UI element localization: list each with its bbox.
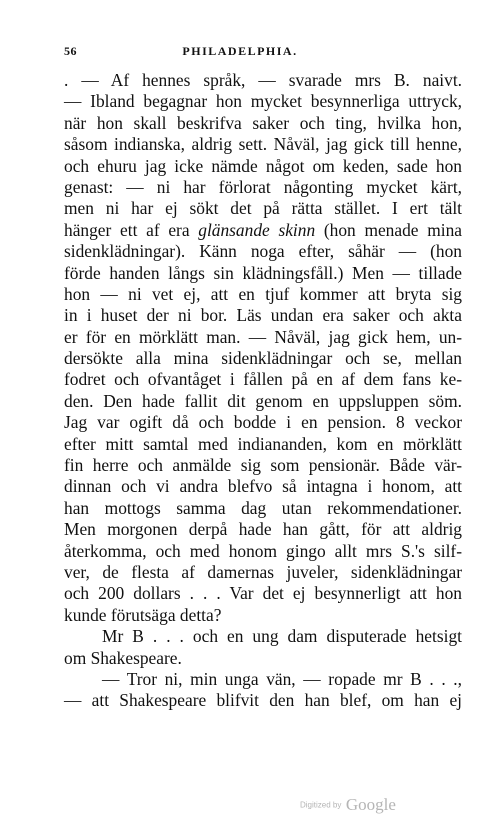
text-line: Jag var ogift då och bodde i en pension. 8 veckor	[64, 412, 462, 433]
text-line: ver, de flesta af damernas juveler, sidenklädningar	[64, 561, 462, 582]
text-line: efter mitt samtal med indiananden, kom en mörklätt	[64, 433, 462, 454]
page-number: 56	[64, 44, 77, 58]
text-line: sidenklädningar). Känn noga efter, såhär — (hon	[64, 241, 462, 262]
text-line: han mottogs samma dag utan rekommendationer.	[64, 497, 462, 518]
text-line: — Ibland begagnar hon mycket besynnerliga uttryck,	[64, 91, 462, 112]
text-line: såsom indianska, aldrig sett. Nåväl, jag gick till henne,	[64, 134, 462, 155]
text-line: — Tror ni, min unga vän, — ropade mr B . . .,	[102, 668, 462, 689]
google-logo: Google	[345, 795, 396, 814]
text-line: — att Shakespeare blifvit den han blef, om han ej	[64, 690, 462, 711]
digitized-by-label: Digitized by	[300, 800, 342, 810]
text-line: in i huset der ni bor. Läs undan era saker och akta	[64, 305, 462, 326]
text-line: genast: — ni har förlorat någonting mycket kärt,	[64, 176, 462, 197]
text-line: och 200 dollars . . . Var det ej besynnerligt att hon	[64, 583, 462, 604]
text-line: . — Af hennes språk, — svarade mrs B. naivt.	[64, 70, 462, 90]
text-line: återkomma, och med honom gingo allt mrs S.'s silf-	[64, 540, 462, 561]
text-line: dinnan och vi andra blefvo så intagna i honom, att	[64, 476, 462, 497]
text-line: fodret och ofvantåget i fållen på en af dem fans ke-	[64, 369, 462, 390]
text-line: om Shakespeare.	[64, 647, 182, 668]
body-text	[64, 70, 462, 712]
text-line: dersökte alla mina sidenklädningar och se, mellan	[64, 348, 462, 369]
text-line: Men morgonen derpå hade han gått, för att aldrig	[64, 519, 462, 540]
running-title: PHILADELPHIA.	[182, 44, 298, 58]
text-line: och ehuru jag icke nämde något om keden, sade hon	[64, 155, 462, 176]
text-line: när hon skall beskrifva saker och ting, hvilka hon,	[64, 112, 462, 133]
text-line-with-italic: hänger ett af era glänsande skinn (hon menade mina	[64, 219, 462, 240]
text-line: men ni har ej sökt det på rätta stället. I ert tält	[64, 198, 462, 219]
text-line: förde handen långs sin klädningsfåll.) Men — tillade	[64, 262, 462, 283]
text-line: fin herre och anmälde sig som pensionär. Både vär-	[64, 455, 462, 476]
text-line: hon — ni vet ej, att en tjuf kommer att bryta sig	[64, 283, 462, 304]
text-line: er för en mörklätt man. — Nåväl, jag gick hem, un-	[64, 326, 462, 347]
text-line: kunde förutsäga detta?	[64, 604, 222, 625]
italic-phrase: glänsande skinn	[198, 219, 316, 240]
text-line: den. Den hade fallit dit genom en uppsluppen söm.	[64, 390, 462, 411]
digitized-by-google-watermark	[300, 795, 396, 815]
text-line: Mr B . . . och en ung dam disputerade hetsigt	[102, 626, 462, 647]
